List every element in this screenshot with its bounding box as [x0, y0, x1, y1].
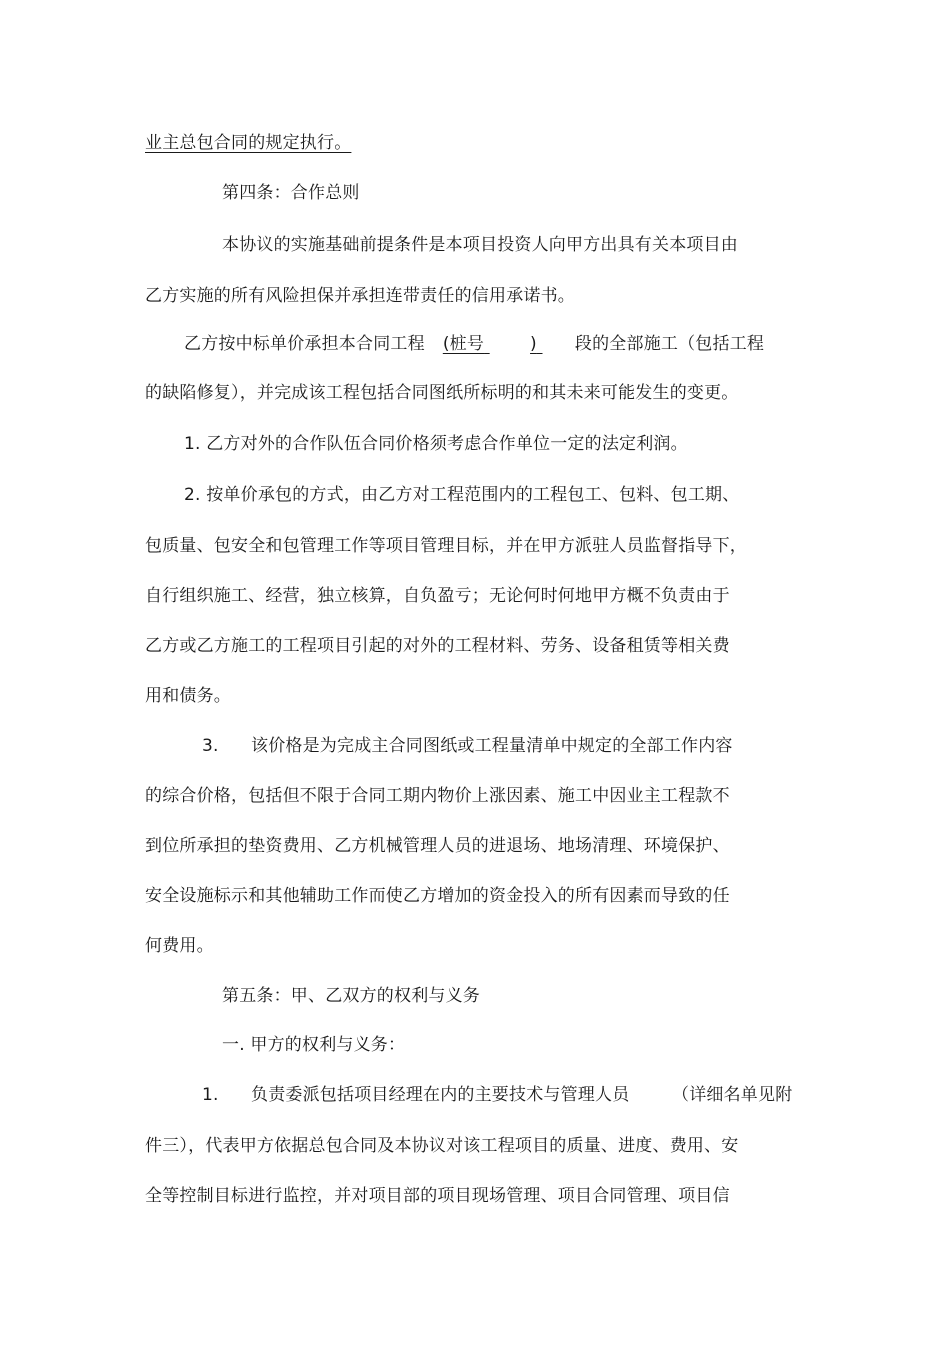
- text-line: 件三），代表甲方依据总包合同及本协议对该工程项目的质量、进度、费用、安: [145, 1136, 739, 1156]
- text-line: 到位所承担的垫资费用、乙方机械管理人员的进退场、地场清理、环境保护、: [145, 836, 730, 856]
- text-line: 乙方实施的所有风险担保并承担连带责任的信用承诺书。: [145, 286, 575, 306]
- list-item: 2. 按单价承包的方式，由乙方对工程范围内的工程包工、包料、包工期、: [184, 485, 740, 505]
- text-line: 业主总包合同的规定执行。: [145, 133, 352, 153]
- text-line: 包质量、包安全和包管理工作等项目管理目标，并在甲方派驻人员监督指导下，: [145, 536, 747, 556]
- text-line: 的缺陷修复），并完成该工程包括合同图纸所标明的和其未来可能发生的变更。: [145, 383, 739, 403]
- text-segment: （详细名单见附: [672, 1085, 793, 1105]
- list-item: 1. 乙方对外的合作队伍合同价格须考虑合作单位一定的法定利润。: [184, 434, 688, 454]
- list-number: 1.: [202, 1085, 219, 1105]
- pile-number-label: (桩号: [442, 334, 485, 354]
- pile-number-close: ): [530, 334, 537, 354]
- list-item: 该价格是为完成主合同图纸或工程量清单中规定的全部工作内容: [251, 736, 733, 756]
- text-line: 安全设施标示和其他辅助工作而使乙方增加的资金投入的所有因素而导致的任: [145, 886, 730, 906]
- text-line: 全等控制目标进行监控，并对项目部的项目现场管理、项目合同管理、项目信: [145, 1186, 730, 1206]
- list-number: 3.: [202, 736, 219, 756]
- text-line: 乙方或乙方施工的工程项目引起的对外的工程材料、劳务、设备租赁等相关费: [145, 636, 730, 656]
- text-line: 用和债务。: [145, 686, 231, 706]
- text-segment: 段的全部施工（包括工程: [574, 334, 765, 354]
- text-line: 的综合价格，包括但不限于合同工期内物价上涨因素、施工中因业主工程款不: [145, 786, 730, 806]
- text-segment: 乙方按中标单价承担本合同工程: [184, 334, 425, 354]
- text-line: 自行组织施工、经营，独立核算，自负盈亏；无论何时何地甲方概不负责由于: [145, 586, 730, 606]
- text-line: 本协议的实施基础前提条件是本项目投资人向甲方出具有关本项目由: [222, 235, 738, 255]
- text-line: [184, 333, 764, 355]
- article-5-title: 第五条：甲、乙双方的权利与义务: [222, 986, 480, 1006]
- text-line: 何费用。: [145, 936, 214, 956]
- article-4-title: 第四条：合作总则: [222, 183, 360, 203]
- list-item: 负责委派包括项目经理在内的主要技术与管理人员: [251, 1085, 630, 1105]
- section-title: 一. 甲方的权利与义务：: [222, 1035, 406, 1055]
